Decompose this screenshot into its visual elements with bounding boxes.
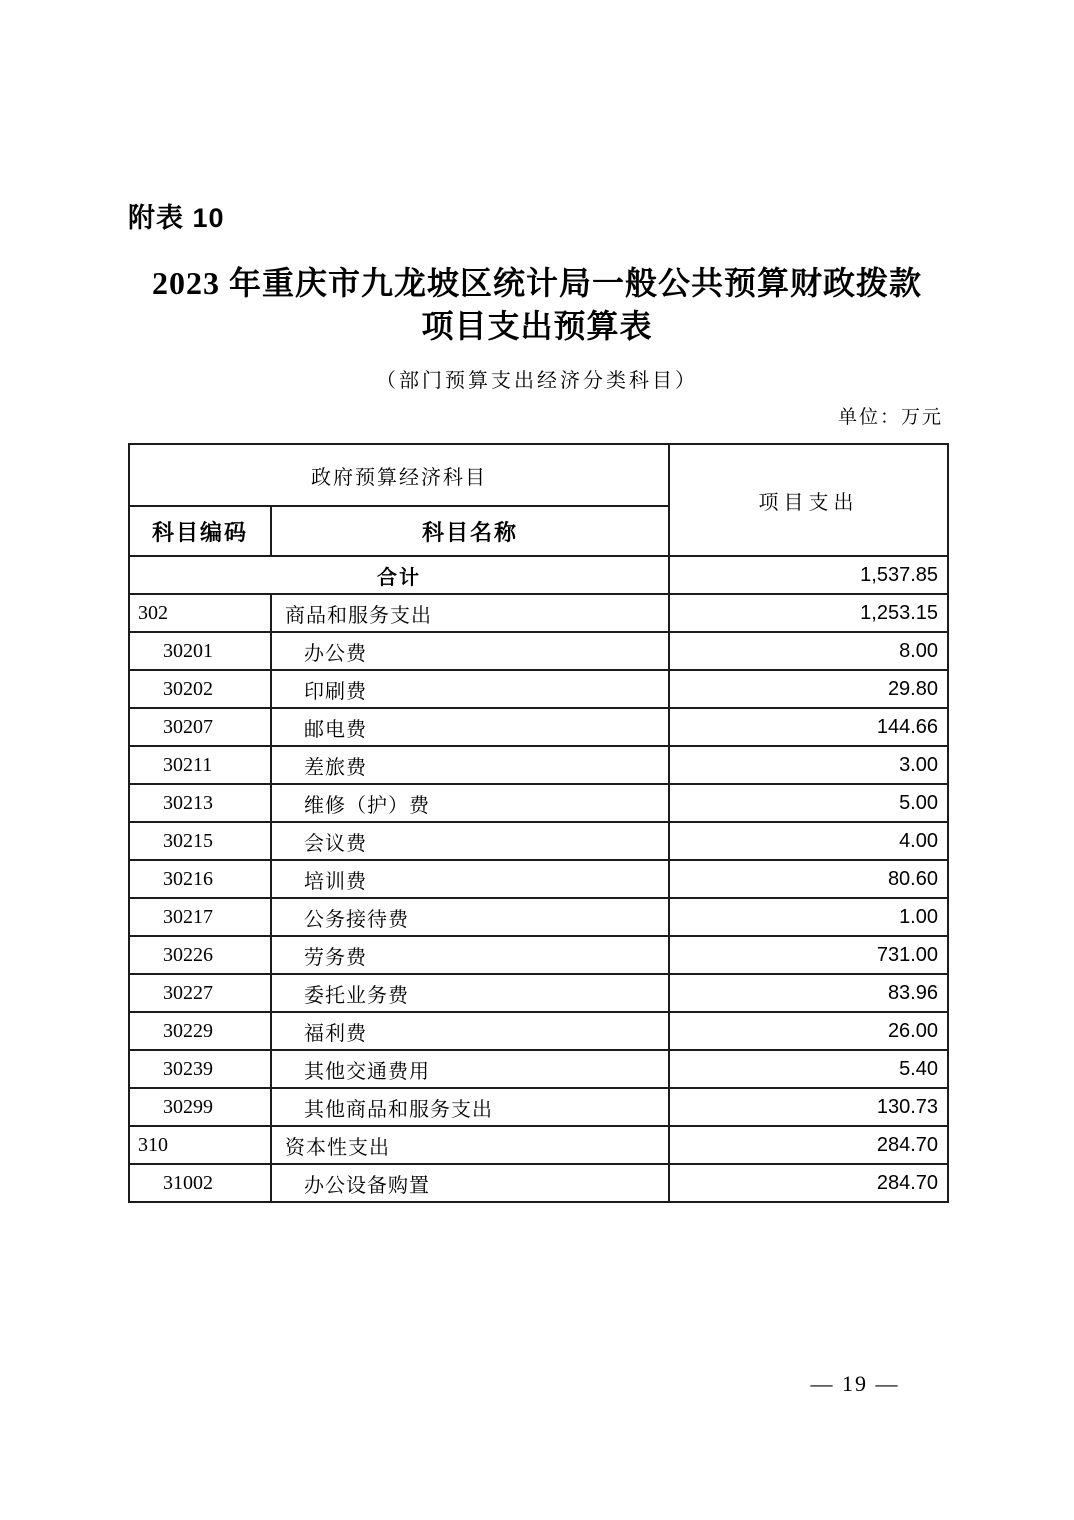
header-col-code: 科目编码 xyxy=(129,506,271,556)
cell-subject-name: 印刷费 xyxy=(271,670,669,708)
table-row xyxy=(129,974,948,1012)
cell-subject-name: 办公设备购置 xyxy=(271,1164,669,1202)
table-row xyxy=(129,822,948,860)
total-label: 合计 xyxy=(129,556,669,594)
cell-subject-name: 其他交通费用 xyxy=(271,1050,669,1088)
cell-subject-code: 30299 xyxy=(129,1088,271,1126)
annex-label: 附表 10 xyxy=(128,203,225,233)
total-row xyxy=(129,556,948,594)
cell-project-expense: 1.00 xyxy=(669,898,948,936)
cell-subject-code: 310 xyxy=(129,1126,271,1164)
cell-subject-code: 30239 xyxy=(129,1050,271,1088)
table-row xyxy=(129,746,948,784)
table-row xyxy=(129,1088,948,1126)
table-row xyxy=(129,936,948,974)
cell-project-expense: 4.00 xyxy=(669,822,948,860)
cell-subject-code: 30227 xyxy=(129,974,271,1012)
cell-subject-code: 302 xyxy=(129,594,271,632)
cell-subject-name: 劳务费 xyxy=(271,936,669,974)
document-title xyxy=(0,262,1074,348)
document-title-line2: 项目支出预算表 xyxy=(421,308,653,344)
cell-subject-code: 30201 xyxy=(129,632,271,670)
table-row xyxy=(129,594,948,632)
cell-project-expense: 284.70 xyxy=(669,1164,948,1202)
table-row xyxy=(129,784,948,822)
cell-subject-name: 培训费 xyxy=(271,860,669,898)
cell-project-expense: 26.00 xyxy=(669,1012,948,1050)
cell-subject-name: 委托业务费 xyxy=(271,974,669,1012)
cell-project-expense: 731.00 xyxy=(669,936,948,974)
cell-project-expense: 144.66 xyxy=(669,708,948,746)
cell-project-expense: 29.80 xyxy=(669,670,948,708)
cell-subject-code: 30226 xyxy=(129,936,271,974)
header-col-value: 项目支出 xyxy=(669,444,948,556)
cell-project-expense: 5.40 xyxy=(669,1050,948,1088)
table-header xyxy=(129,444,948,556)
budget-table xyxy=(128,443,949,1203)
table-row xyxy=(129,860,948,898)
cell-subject-code: 30211 xyxy=(129,746,271,784)
header-col-name: 科目名称 xyxy=(271,506,669,556)
cell-subject-name: 福利费 xyxy=(271,1012,669,1050)
table-body xyxy=(129,556,948,1202)
page-number: — 19 — xyxy=(810,1371,900,1396)
cell-project-expense: 83.96 xyxy=(669,974,948,1012)
cell-subject-code: 30217 xyxy=(129,898,271,936)
cell-subject-name: 会议费 xyxy=(271,822,669,860)
cell-subject-name: 商品和服务支出 xyxy=(271,594,669,632)
cell-subject-name: 公务接待费 xyxy=(271,898,669,936)
table-row xyxy=(129,1164,948,1202)
cell-subject-code: 30207 xyxy=(129,708,271,746)
table-row xyxy=(129,898,948,936)
cell-subject-name: 差旅费 xyxy=(271,746,669,784)
header-row-group xyxy=(129,444,948,506)
header-group-title: 政府预算经济科目 xyxy=(129,444,669,506)
cell-subject-code: 30215 xyxy=(129,822,271,860)
cell-subject-name: 其他商品和服务支出 xyxy=(271,1088,669,1126)
cell-subject-code: 31002 xyxy=(129,1164,271,1202)
unit-note: 单位：万元 xyxy=(837,407,943,428)
cell-subject-code: 30216 xyxy=(129,860,271,898)
table-row xyxy=(129,632,948,670)
cell-subject-code: 30229 xyxy=(129,1012,271,1050)
cell-subject-name: 维修（护）费 xyxy=(271,784,669,822)
table-row xyxy=(129,1012,948,1050)
cell-project-expense: 8.00 xyxy=(669,632,948,670)
cell-project-expense: 80.60 xyxy=(669,860,948,898)
cell-project-expense: 284.70 xyxy=(669,1126,948,1164)
cell-project-expense: 130.73 xyxy=(669,1088,948,1126)
cell-subject-name: 邮电费 xyxy=(271,708,669,746)
cell-subject-code: 30213 xyxy=(129,784,271,822)
document-subtitle: （部门预算支出经济分类科目） xyxy=(376,370,698,392)
document-title-line1: 2023 年重庆市九龙坡区统计局一般公共预算财政拨款 xyxy=(151,265,922,301)
table-row xyxy=(129,1050,948,1088)
table-row xyxy=(129,708,948,746)
cell-subject-name: 资本性支出 xyxy=(271,1126,669,1164)
table-row xyxy=(129,1126,948,1164)
cell-subject-code: 30202 xyxy=(129,670,271,708)
cell-project-expense: 3.00 xyxy=(669,746,948,784)
table-row xyxy=(129,670,948,708)
cell-project-expense: 5.00 xyxy=(669,784,948,822)
cell-subject-name: 办公费 xyxy=(271,632,669,670)
cell-project-expense: 1,253.15 xyxy=(669,594,948,632)
total-value: 1,537.85 xyxy=(669,556,948,594)
